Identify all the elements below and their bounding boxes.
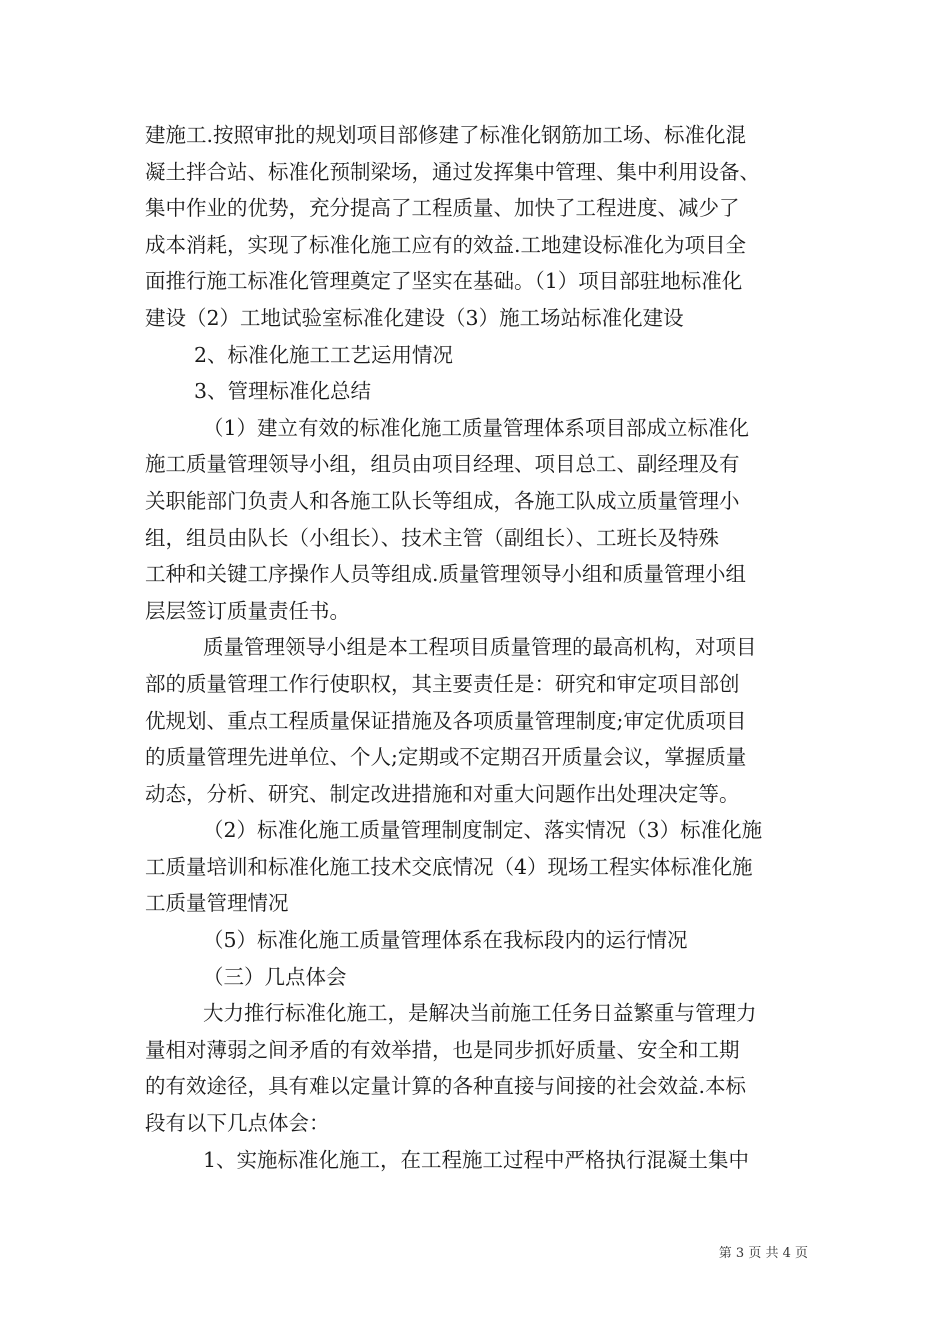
text-line: 的有效途径，具有难以定量计算的各种直接与间接的社会效益.本标 [145, 1074, 747, 1099]
text-line: 集中作业的优势，充分提高了工程质量、加快了工程进度、减少了 [145, 196, 740, 221]
text-line: 量相对薄弱之间矛盾的有效举措，也是同步抓好质量、安全和工期 [145, 1037, 740, 1062]
section-heading: （三）几点体会 [203, 964, 347, 989]
text-line: （2）标准化施工质量管理制度制定、落实情况（3）标准化施 [203, 818, 763, 843]
text-line: 面推行施工标准化管理奠定了坚实在基础。（1）项目部驻地标准化 [145, 269, 743, 294]
text-line: 组，组员由队长（小组长）、技术主管（副组长）、工班长及特殊 [145, 525, 719, 550]
section-heading: 3、管理标准化总结 [194, 379, 372, 404]
text-line: 大力推行标准化施工，是解决当前施工任务日益繁重与管理力 [203, 1001, 757, 1026]
page-number-footer: 第 3 页 共 4 页 [718, 1246, 808, 1261]
text-line: 关职能部门负责人和各施工队长等组成，各施工队成立质量管理小 [145, 488, 740, 513]
text-line: 工质量培训和标准化施工技术交底情况（4）现场工程实体标准化施 [145, 854, 753, 879]
text-line: 质量管理领导小组是本工程项目质量管理的最高机构，对项目 [203, 635, 757, 660]
text-line: 凝土拌合站、标准化预制梁场，通过发挥集中管理、集中利用设备、 [145, 159, 760, 184]
text-line: 工质量管理情况 [145, 891, 289, 916]
text-line: 优规划、重点工程质量保证措施及各项质量管理制度;审定优质项目 [145, 708, 747, 733]
text-line: 施工质量管理领导小组，组员由项目经理、项目总工、副经理及有 [145, 452, 740, 477]
section-heading: 2、标准化施工工艺运用情况 [194, 342, 454, 367]
text-line: 段有以下几点体会： [145, 1111, 330, 1136]
text-line: 的质量管理先进单位、个人;定期或不定期召开质量会议，掌握质量 [145, 745, 747, 770]
text-line: 工种和关键工序操作人员等组成.质量管理领导小组和质量管理小组 [145, 562, 747, 587]
text-line: 部的质量管理工作行使职权，其主要责任是：研究和审定项目部创 [145, 671, 740, 696]
text-line: 建施工.按照审批的规划项目部修建了标准化钢筋加工场、标准化混 [145, 123, 747, 147]
text-line: 成本消耗，实现了标准化施工应有的效益.工地建设标准化为项目全 [145, 232, 747, 257]
text-line: （5）标准化施工质量管理体系在我标段内的运行情况 [203, 928, 688, 953]
text-line: 1、实施标准化施工，在工程施工过程中严格执行混凝土集中 [203, 1147, 750, 1172]
text-line: 层层签订质量责任书。 [145, 598, 350, 623]
document-body [145, 117, 817, 1178]
text-line: 建设（2）工地试验室标准化建设（3）施工场站标准化建设 [145, 305, 684, 330]
text-line: （1）建立有效的标准化施工质量管理体系项目部成立标准化 [203, 415, 750, 440]
text-line: 动态，分析、研究、制定改进措施和对重大问题作出处理决定等。 [145, 781, 740, 806]
